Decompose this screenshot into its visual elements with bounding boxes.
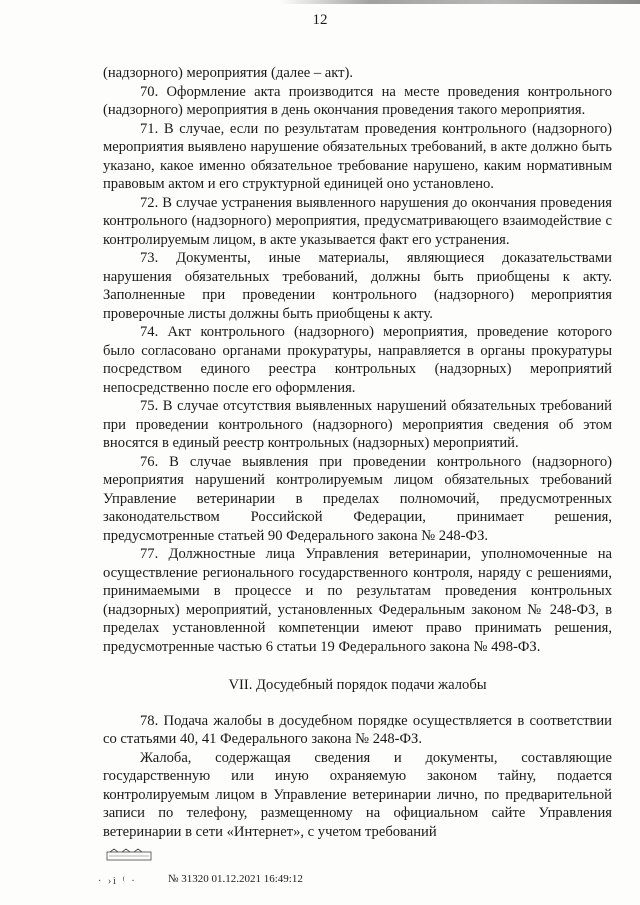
paragraph-78: 78. Подача жалобы в досудебном порядке осуществляется в соответствии со статьями 40, 41 Федерального закона № 248-ФЗ. bbox=[103, 712, 612, 747]
document-body bbox=[103, 64, 612, 841]
scan-edge-mark bbox=[280, 0, 640, 4]
paragraph-76: 76. В случае выявления при проведении контрольного (надзорного) мероприятия нарушений контролируемым лицом обязательных требований Управление ветеринарии в пределах полномочий, предусмотренных законодательством Российской Федерации, принимает решения, предусмотренные статьей 90 Федерального закона № 248-ФЗ. bbox=[103, 453, 612, 544]
scan-noise: · ›ì ⁽ · bbox=[98, 876, 137, 887]
paragraph-71: 71. В случае, если по результатам проведения контрольного (надзорного) мероприятия выявлено нарушение обязательных требований, в акте должно быть указано, какое именно обязательное требование нарушено, каким нормативным правовым актом и его структурной единицей оно установлено. bbox=[103, 120, 612, 192]
paragraph-73: 73. Документы, иные материалы, являющиеся доказательствами нарушения обязательных требований, должны быть приобщены к акту. Заполненные при проведении контрольного (надзорного) мероприятия проверочные листы должны быть приобщены к акту. bbox=[103, 250, 612, 322]
paragraph-72: 72. В случае устранения выявленного нарушения до окончания проведения контрольного (надзорного) мероприятия, предусматривающего взаимодействие с контролируемым лицом, в акте указывается факт его устранения. bbox=[103, 194, 612, 248]
paragraph-77: 77. Должностные лица Управления ветеринарии, уполномоченные на осуществление регионального государственного контроля, наряду с решениями, принимаемыми в процессе и по результатам проведения контрольных (надзорных) мероприятий, установленных Федеральным законом № 248-ФЗ, в пределах установленной компетенции имеют право принимать решения, предусмотренные частью 6 статьи 19 Федерального закона № 498-ФЗ. bbox=[103, 546, 612, 655]
document-stamp-icon bbox=[106, 848, 152, 862]
paragraph-75: 75. В случае отсутствия выявленных нарушений обязательных требований при проведении контрольного (надзорного) мероприятия сведения об этом вносятся в единый реестр контрольных (надзорных) мероприятий. bbox=[103, 398, 612, 451]
paragraph-complaint: Жалоба, содержащая сведения и документы, составляющие государственную или иную охраняемую законом тайну, подается контролируемым лицом в Управление ветеринарии лично, по предварительной записи по телефону, размещенному на официальном сайте Управления ветеринарии в сети «Интернет», с учетом требований bbox=[103, 749, 612, 840]
paragraph-continuation: (надзорного) мероприятия (далее – акт). bbox=[103, 65, 354, 81]
document-registration-code: № 31320 01.12.2021 16:49:12 bbox=[168, 873, 303, 885]
paragraph-74: 74. Акт контрольного (надзорного) мероприятия, проведение которого было согласовано органами прокуратуры, направляется в органы прокуратуры посредством единого реестра контрольных (надзорных) мероприятий непосредственно после его оформления. bbox=[103, 324, 612, 396]
page-number: 12 bbox=[312, 12, 328, 28]
section-heading: VII. Досудебный порядок подачи жалобы bbox=[228, 677, 487, 693]
paragraph-70: 70. Оформление акта производится на месте проведения контрольного (надзорного) мероприятия в день окончания проведения такого мероприятия. bbox=[103, 83, 612, 118]
